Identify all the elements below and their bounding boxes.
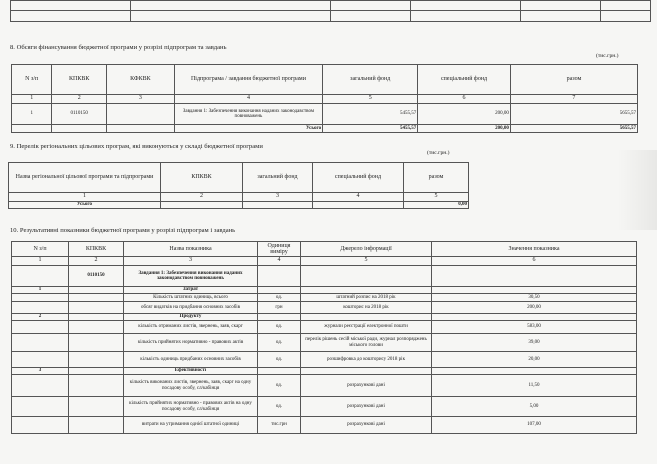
table-cell: 3 bbox=[124, 257, 258, 266]
table-cell bbox=[12, 266, 69, 287]
table-cell: обсяг видатків на придбання основних засобів bbox=[124, 302, 258, 314]
scan-shadow bbox=[617, 150, 657, 230]
table-cell bbox=[258, 266, 301, 287]
table-cell: 5 bbox=[323, 95, 418, 104]
table-cell bbox=[52, 125, 107, 133]
table-cell: кількість отриманих листів, звернень, заяв, скарг bbox=[124, 321, 258, 334]
table-cell: Назва регіональної цільової програми та підпрограми bbox=[9, 163, 161, 193]
table-cell bbox=[12, 334, 69, 352]
table-cell: 30,50 bbox=[432, 294, 637, 302]
table-cell: 5655,57 bbox=[510, 125, 637, 133]
task-row bbox=[12, 266, 637, 287]
table-cell: Одиниця виміру bbox=[258, 242, 301, 257]
table-cell bbox=[243, 202, 313, 209]
header-kfkvk: КФКВК bbox=[107, 65, 175, 95]
table-cell bbox=[301, 368, 432, 375]
table-cell: 11,50 bbox=[432, 375, 637, 397]
table-cell: перелік рішень сесій міської ради, журнал розпоряджень міського голови bbox=[301, 334, 432, 352]
table-cell: журнали реєстрації електронної пошти bbox=[301, 321, 432, 334]
header-general-fund: загальний фонд bbox=[323, 65, 418, 95]
table-cell: Завдання 1: Забезпечення виконання наданих законодавством повноважень bbox=[174, 104, 322, 125]
table-cell bbox=[521, 1, 601, 11]
table-cell bbox=[521, 11, 601, 22]
table-row bbox=[12, 334, 637, 352]
table-cell bbox=[12, 321, 69, 334]
table-cell: разом bbox=[404, 163, 469, 193]
table-cell: розрахункові дані bbox=[301, 417, 432, 434]
table-cell bbox=[301, 314, 432, 321]
group-row bbox=[12, 368, 637, 375]
section-9-title: 9. Перелік регіональних цільових програм, які виконуються у складі бюджетної програми bbox=[10, 143, 263, 150]
table-cell: витрати на утримання однієї штатної одиниці bbox=[124, 417, 258, 434]
table-cell: 107,00 bbox=[432, 417, 637, 434]
table-row bbox=[12, 302, 637, 314]
table-cell: 1 bbox=[9, 193, 161, 202]
table-cell: од. bbox=[258, 397, 301, 417]
table-cell: кількість прийнятих нормативно - правових актів на одну посадову особу, сл/кабінця bbox=[124, 397, 258, 417]
table-cell bbox=[331, 11, 411, 22]
table-cell: 5 bbox=[404, 193, 469, 202]
table-cell bbox=[411, 1, 521, 11]
header-special-fund: спеціальний фонд bbox=[418, 65, 511, 95]
table-cell bbox=[69, 375, 124, 397]
table-cell bbox=[12, 375, 69, 397]
table-cell: 200,00 bbox=[418, 125, 511, 133]
table-cell: Усього bbox=[9, 202, 161, 209]
table-cell bbox=[258, 368, 301, 375]
table-cell: 0110150 bbox=[69, 266, 124, 287]
table-cell: 5455,57 bbox=[323, 104, 418, 125]
table-row bbox=[12, 417, 637, 434]
table-cell: 3 bbox=[243, 193, 313, 202]
table-cell: од. bbox=[258, 321, 301, 334]
table-cell bbox=[432, 368, 637, 375]
table-cell: 4 bbox=[258, 257, 301, 266]
group-row bbox=[12, 287, 637, 294]
total-row bbox=[12, 125, 638, 133]
table-cell: Завдання 1: Забезпечення виконання наданих законодавством повноважень bbox=[124, 266, 258, 287]
table-cell bbox=[69, 321, 124, 334]
table-cell: 583,00 bbox=[432, 321, 637, 334]
table-cell bbox=[69, 294, 124, 302]
table-cell bbox=[69, 334, 124, 352]
table-cell: од. bbox=[258, 294, 301, 302]
table-cell: Кількість штатних одиниць, всього bbox=[124, 294, 258, 302]
table-cell bbox=[69, 397, 124, 417]
table-cell bbox=[12, 302, 69, 314]
table-cell: 1 bbox=[12, 104, 52, 125]
table-cell: кількість прийнятих нормативно - правових актів bbox=[124, 334, 258, 352]
table-cell: Значення показника bbox=[432, 242, 637, 257]
table-cell: 4 bbox=[313, 193, 404, 202]
section-9-units: (тис.грн.) bbox=[427, 150, 450, 156]
table-cell: 3 bbox=[107, 95, 175, 104]
section-10-table bbox=[11, 241, 637, 434]
table-cell: 1 bbox=[12, 257, 69, 266]
table-cell bbox=[69, 302, 124, 314]
table-cell: Ефективності bbox=[124, 368, 258, 375]
table-cell bbox=[12, 294, 69, 302]
table-cell: Продукту bbox=[124, 314, 258, 321]
table-cell: од. bbox=[258, 352, 301, 368]
header-total: разом bbox=[510, 65, 637, 95]
table-cell bbox=[12, 352, 69, 368]
table-cell bbox=[69, 417, 124, 434]
table-cell: од. bbox=[258, 334, 301, 352]
table-row bbox=[12, 352, 637, 368]
table-cell bbox=[601, 1, 651, 11]
table-cell: 200,00 bbox=[432, 302, 637, 314]
table-cell bbox=[258, 314, 301, 321]
table-cell: 5 bbox=[301, 257, 432, 266]
table-cell bbox=[69, 287, 124, 294]
table-cell: 7 bbox=[510, 95, 637, 104]
table-cell bbox=[432, 287, 637, 294]
table-cell: Назва показника bbox=[124, 242, 258, 257]
table-cell: КПКВК bbox=[161, 163, 243, 193]
table-cell: Джерело інформації bbox=[301, 242, 432, 257]
table-cell bbox=[131, 1, 331, 11]
table-cell bbox=[131, 11, 331, 22]
table-cell: 39,00 bbox=[432, 334, 637, 352]
table-cell bbox=[301, 266, 432, 287]
table-cell: 6 bbox=[418, 95, 511, 104]
table-cell bbox=[11, 11, 131, 22]
table-cell: грн bbox=[258, 302, 301, 314]
table-row bbox=[12, 321, 637, 334]
table-cell bbox=[301, 287, 432, 294]
table-cell: Затрат bbox=[124, 287, 258, 294]
table-cell: 6 bbox=[432, 257, 637, 266]
table-cell: кількість виконаних листів, звернень, заяв, скарг на одну посадову особу, сл/кабінця bbox=[124, 375, 258, 397]
table-cell: тис.грн bbox=[258, 417, 301, 434]
table-cell: 5,00 bbox=[432, 397, 637, 417]
table-row bbox=[12, 104, 638, 125]
table-cell bbox=[69, 368, 124, 375]
table-cell: 1 bbox=[12, 287, 69, 294]
table-cell bbox=[411, 11, 521, 22]
table-cell bbox=[107, 125, 175, 133]
total-row bbox=[9, 202, 469, 209]
header-subprogram: Підпрограма / завдання бюджетної програми bbox=[174, 65, 322, 95]
table-cell: 2 bbox=[69, 257, 124, 266]
table-cell: КПКВК bbox=[69, 242, 124, 257]
table-row bbox=[12, 375, 637, 397]
table-cell bbox=[258, 287, 301, 294]
table-cell: 1 bbox=[12, 95, 52, 104]
table-cell bbox=[432, 314, 637, 321]
top-table-fragment bbox=[10, 0, 651, 22]
table-cell bbox=[107, 104, 175, 125]
table-cell bbox=[12, 125, 52, 133]
table-cell bbox=[69, 314, 124, 321]
table-cell: 4 bbox=[174, 95, 322, 104]
table-cell: кількість одиниць придбаних основних засобів bbox=[124, 352, 258, 368]
table-cell: 20,00 bbox=[432, 352, 637, 368]
table-cell: N з/п bbox=[12, 242, 69, 257]
table-cell: 5455,57 bbox=[323, 125, 418, 133]
table-cell: 2 bbox=[12, 314, 69, 321]
table-cell bbox=[11, 1, 131, 11]
table-cell: штатний розпис на 2018 рік bbox=[301, 294, 432, 302]
table-cell: 3 bbox=[12, 368, 69, 375]
table-cell bbox=[432, 266, 637, 287]
table-cell bbox=[12, 397, 69, 417]
table-cell: 200,00 bbox=[418, 104, 511, 125]
table-cell bbox=[12, 417, 69, 434]
table-cell: 2 bbox=[161, 193, 243, 202]
group-row bbox=[12, 314, 637, 321]
header-n: N з/п bbox=[12, 65, 52, 95]
table-row bbox=[12, 294, 637, 302]
table-cell: загальний фонд bbox=[243, 163, 313, 193]
table-cell: 0110150 bbox=[52, 104, 107, 125]
table-cell: 2 bbox=[52, 95, 107, 104]
table-cell: розрахункові дані bbox=[301, 397, 432, 417]
table-cell: розрахункові дані bbox=[301, 375, 432, 397]
table-cell bbox=[69, 352, 124, 368]
table-cell: 5655,57 bbox=[510, 104, 637, 125]
table-cell: од. bbox=[258, 375, 301, 397]
table-cell: 0,00 bbox=[404, 202, 469, 209]
section-8-table bbox=[11, 64, 638, 133]
table-row bbox=[12, 397, 637, 417]
table-cell: кошторис на 2018 рік bbox=[301, 302, 432, 314]
section-8-units: (тис.грн.) bbox=[596, 53, 619, 59]
table-cell: Усього bbox=[174, 125, 322, 133]
table-cell bbox=[331, 1, 411, 11]
header-kpkvk: КПКВК bbox=[52, 65, 107, 95]
table-cell: розшифровка до кошторису 2018 рік bbox=[301, 352, 432, 368]
table-cell bbox=[313, 202, 404, 209]
section-9-table bbox=[8, 162, 469, 209]
section-8-title: 8. Обсяги фінансування бюджетної програми у розрізі підпрограм та завдань bbox=[10, 44, 227, 51]
table-cell bbox=[161, 202, 243, 209]
section-10-title: 10. Результативні показники бюджетної програми у розрізі підпрограм і завдань bbox=[10, 227, 236, 234]
table-cell: спеціальний фонд bbox=[313, 163, 404, 193]
table-cell bbox=[601, 11, 651, 22]
